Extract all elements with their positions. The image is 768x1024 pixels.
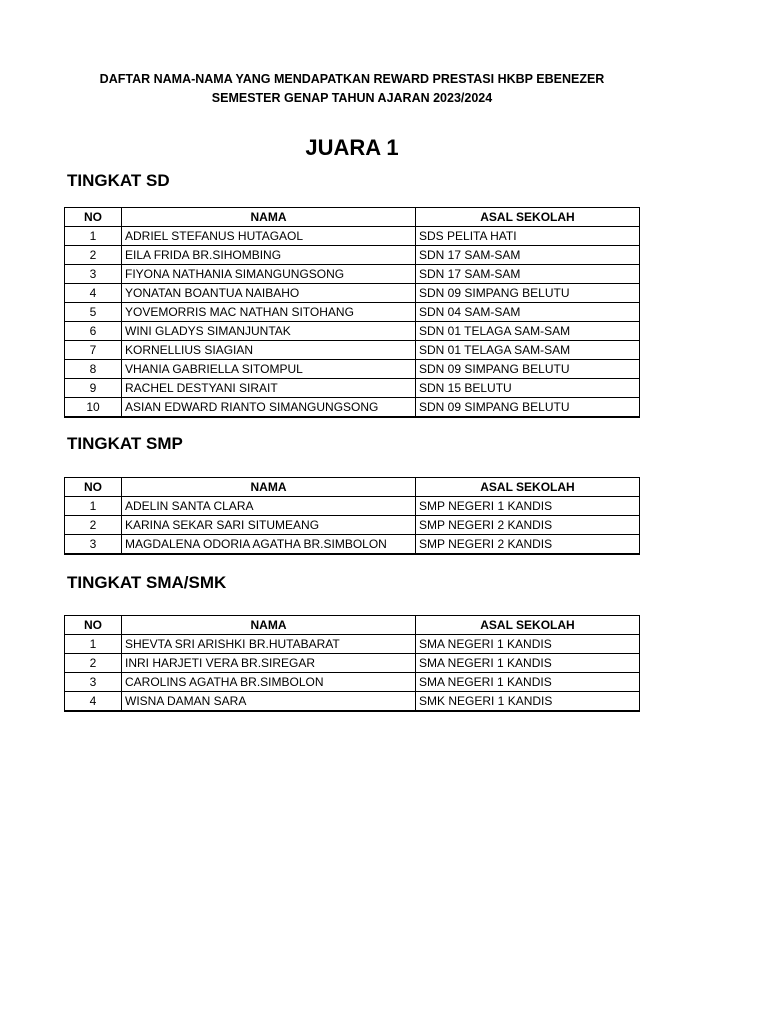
row-number: 1 — [65, 497, 122, 516]
school-name: SMK NEGERI 1 KANDIS — [416, 692, 640, 712]
student-name: VHANIA GABRIELLA SITOMPUL — [122, 360, 416, 379]
school-name: SDS PELITA HATI — [416, 227, 640, 246]
row-number: 3 — [65, 535, 122, 555]
school-name: SDN 01 TELAGA SAM-SAM — [416, 341, 640, 360]
table-row — [65, 692, 640, 712]
school-name: SMP NEGERI 2 KANDIS — [416, 516, 640, 535]
school-name: SDN 09 SIMPANG BELUTU — [416, 360, 640, 379]
school-name: SMA NEGERI 1 KANDIS — [416, 635, 640, 654]
column-header-school: ASAL SEKOLAH — [416, 478, 640, 497]
table-row — [65, 635, 640, 654]
rank-title: JUARA 1 — [305, 135, 399, 160]
column-header-school: ASAL SEKOLAH — [416, 616, 640, 635]
school-name: SDN 09 SIMPANG BELUTU — [416, 398, 640, 418]
column-header-no: NO — [65, 478, 122, 497]
table-header-row — [65, 208, 640, 227]
header-semester-line: SEMESTER GENAP TAHUN AJARAN 2023/2024 — [211, 91, 493, 105]
row-number: 9 — [65, 379, 122, 398]
school-name: SDN 09 SIMPANG BELUTU — [416, 284, 640, 303]
table-row — [65, 497, 640, 516]
section-title-smp: TINGKAT SMP — [67, 434, 183, 453]
row-number: 10 — [65, 398, 122, 418]
row-number: 4 — [65, 692, 122, 712]
student-name: WINI GLADYS SIMANJUNTAK — [122, 322, 416, 341]
student-name: ADELIN SANTA CLARA — [122, 497, 416, 516]
column-header-school: ASAL SEKOLAH — [416, 208, 640, 227]
table-smp — [64, 477, 640, 555]
student-name: KARINA SEKAR SARI SITUMEANG — [122, 516, 416, 535]
student-name: YOVEMORRIS MAC NATHAN SITOHANG — [122, 303, 416, 322]
row-number: 2 — [65, 654, 122, 673]
column-header-name: NAMA — [122, 478, 416, 497]
school-name: SMP NEGERI 2 KANDIS — [416, 535, 640, 555]
student-name: INRI HARJETI VERA BR.SIREGAR — [122, 654, 416, 673]
table-row — [65, 654, 640, 673]
header-title-line: DAFTAR NAMA-NAMA YANG MENDAPATKAN REWARD PRESTASI HKBP EBENEZER — [99, 72, 605, 86]
school-name: SDN 04 SAM-SAM — [416, 303, 640, 322]
section-title-sd: TINGKAT SD — [67, 171, 170, 190]
table-sd — [64, 207, 640, 418]
student-name: ASIAN EDWARD RIANTO SIMANGUNGSONG — [122, 398, 416, 418]
table-sma-smk — [64, 615, 640, 712]
table-row — [65, 673, 640, 692]
student-name: MAGDALENA ODORIA AGATHA BR.SIMBOLON — [122, 535, 416, 555]
student-name: WISNA DAMAN SARA — [122, 692, 416, 712]
row-number: 7 — [65, 341, 122, 360]
student-name: KORNELLIUS SIAGIAN — [122, 341, 416, 360]
row-number: 4 — [65, 284, 122, 303]
school-name: SDN 17 SAM-SAM — [416, 246, 640, 265]
row-number: 5 — [65, 303, 122, 322]
table-row — [65, 379, 640, 398]
school-name: SDN 01 TELAGA SAM-SAM — [416, 322, 640, 341]
table-row — [65, 360, 640, 379]
student-name: SHEVTA SRI ARISHKI BR.HUTABARAT — [122, 635, 416, 654]
student-name: ADRIEL STEFANUS HUTAGAOL — [122, 227, 416, 246]
row-number: 2 — [65, 246, 122, 265]
student-name: YONATAN BOANTUA NAIBAHO — [122, 284, 416, 303]
row-number: 1 — [65, 635, 122, 654]
table-row — [65, 284, 640, 303]
table-header-row — [65, 616, 640, 635]
document-header — [0, 70, 704, 108]
student-name: EILA FRIDA BR.SIHOMBING — [122, 246, 416, 265]
table-row — [65, 322, 640, 341]
table-header-row — [65, 478, 640, 497]
column-header-no: NO — [65, 208, 122, 227]
column-header-no: NO — [65, 616, 122, 635]
row-number: 3 — [65, 265, 122, 284]
table-row — [65, 265, 640, 284]
table-row — [65, 535, 640, 555]
table-row — [65, 341, 640, 360]
section-title-sma-smk: TINGKAT SMA/SMK — [67, 573, 227, 592]
column-header-name: NAMA — [122, 208, 416, 227]
row-number: 2 — [65, 516, 122, 535]
table-row — [65, 227, 640, 246]
column-header-name: NAMA — [122, 616, 416, 635]
school-name: SMA NEGERI 1 KANDIS — [416, 673, 640, 692]
table-row — [65, 303, 640, 322]
table-row — [65, 398, 640, 418]
row-number: 1 — [65, 227, 122, 246]
school-name: SMA NEGERI 1 KANDIS — [416, 654, 640, 673]
row-number: 6 — [65, 322, 122, 341]
row-number: 8 — [65, 360, 122, 379]
student-name: CAROLINS AGATHA BR.SIMBOLON — [122, 673, 416, 692]
table-row — [65, 516, 640, 535]
row-number: 3 — [65, 673, 122, 692]
school-name: SMP NEGERI 1 KANDIS — [416, 497, 640, 516]
school-name: SDN 17 SAM-SAM — [416, 265, 640, 284]
student-name: RACHEL DESTYANI SIRAIT — [122, 379, 416, 398]
student-name: FIYONA NATHANIA SIMANGUNGSONG — [122, 265, 416, 284]
table-row — [65, 246, 640, 265]
school-name: SDN 15 BELUTU — [416, 379, 640, 398]
